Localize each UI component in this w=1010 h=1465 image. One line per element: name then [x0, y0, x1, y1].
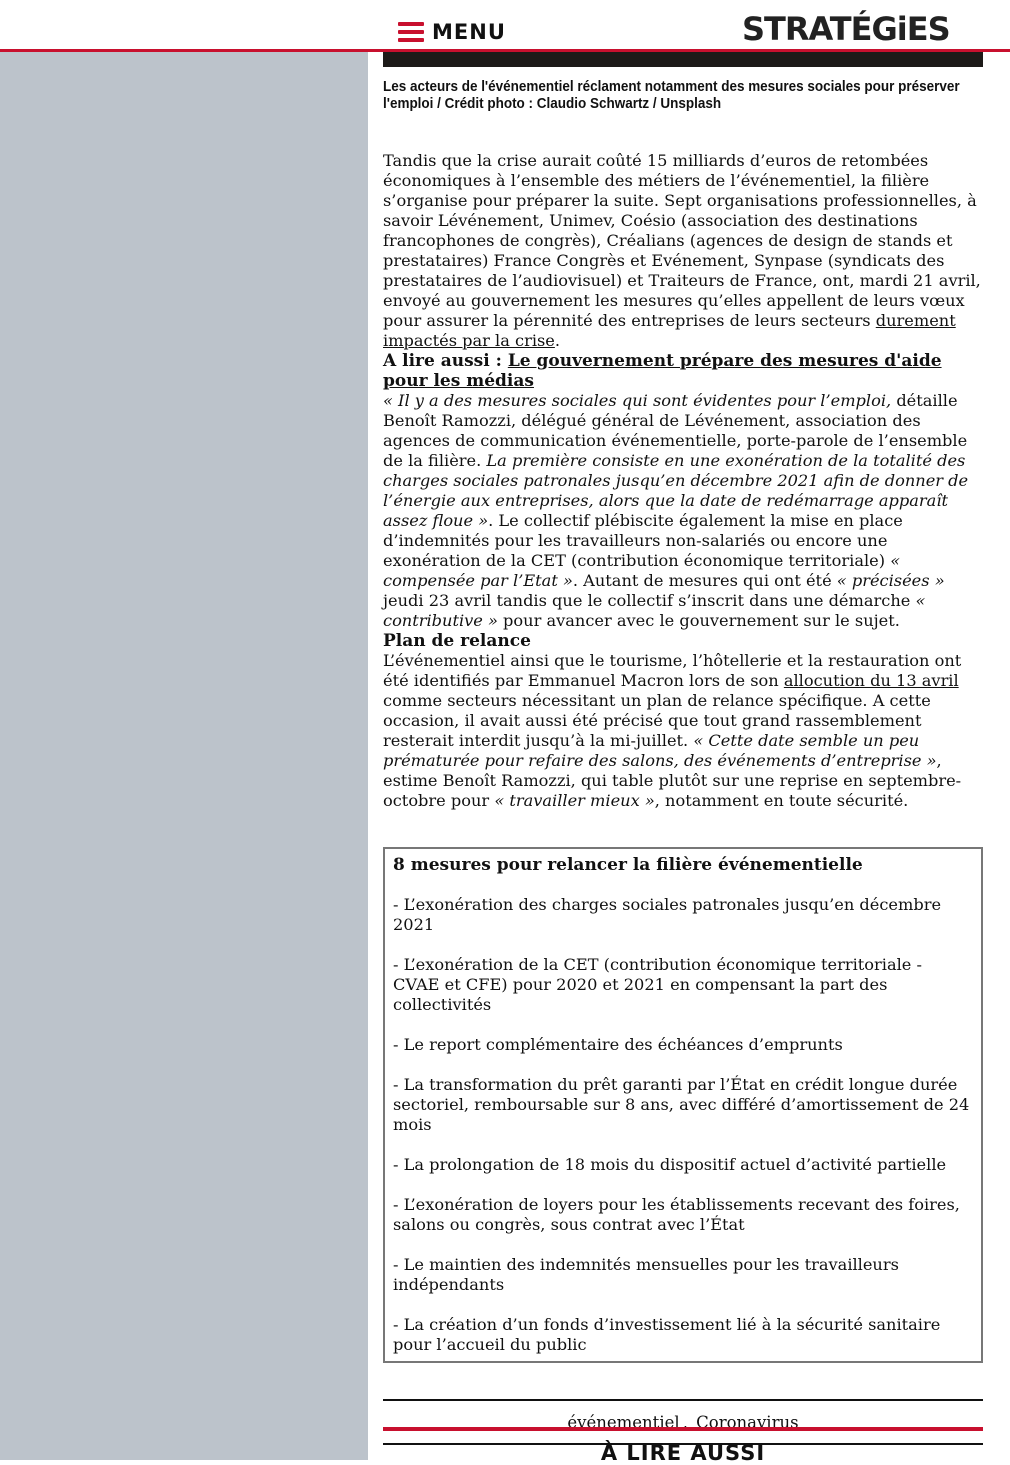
measures-box-title: 8 mesures pour relancer la filière événementielle: [393, 855, 863, 875]
measure-item: - Le report complémentaire des échéances d’emprunts: [393, 1035, 843, 1054]
measure-item: - Le maintien des indemnités mensuelles pour les travailleurs indépendants: [393, 1255, 899, 1294]
article-photo: [383, 52, 983, 67]
measure-item: - L’exonération de loyers pour les établissements recevant des foires, salons ou congrès, sous contrat avec l’État: [393, 1195, 960, 1234]
left-sidebar: [0, 52, 368, 1460]
read-also-link[interactable]: Le gouvernement prépare des mesures d'aide pour les médias: [383, 351, 942, 391]
tag-evenementiel[interactable]: événementiel: [567, 1412, 680, 1432]
read-also-heading: À LIRE AUSSI: [600, 1441, 766, 1465]
subheading-plan-de-relance: Plan de relance: [383, 631, 531, 651]
paragraph-2: « Il y a des mesures sociales qui sont évidentes pour l’emploi, détaille Benoît Ramozzi, délégué général de Lévénement, association des agences de communication événementielle, porte-parole de l’ensemble de la filière. La première consiste en une exonération de la totalité des charges sociales patronales jusqu’en décembre 2021 afin de donner de l’énergie aux entreprises, alors que la date de redémarrage apparaît assez floue ». Le collectif plébiscite également la mise en place d’indemnités pour les travailleurs non-salariés ou encore une exonération de la CET (contribution économique territoriale) « compensée par l’Etat ». Autant de mesures qui ont été « précisées » jeudi 23 avril tandis que le collectif s’inscrit dans une démarche « contributive » pour avancer avec le gouvernement sur le sujet.: [383, 391, 969, 630]
paragraph-3: L’événementiel ainsi que le tourisme, l’hôtellerie et la restauration ont été identifiés par Emmanuel Macron lors de son allocution du 13 avril comme secteurs nécessitant un plan de relance spécifique. A cette occasion, il avait aussi été précisé que tout grand rassemblement resterait interdit jusqu’à la mi-juillet. « Cette date semble un peu prématurée pour refaire des salons, des événements d’entreprise », estime Benoît Ramozzi, qui table plutôt sur une reprise en septembre-octobre pour « travailler mieux », notamment en toute sécurité.: [383, 651, 962, 810]
top-bar: [0, 0, 1010, 52]
measure-item: - La prolongation de 18 mois du dispositif actuel d’activité partielle: [393, 1155, 947, 1174]
site-logo[interactable]: STRATÉGiES: [742, 10, 950, 48]
paragraph-1: Tandis que la crise aurait coûté 15 milliards d’euros de retombées économiques à l’ensemble des métiers de l’événementiel, la filière s’organise pour préparer la suite. Sept organisations professionnelles, à savoir Lévénement, Unimev, Coésio (association des destinations francophones de congrès), Créalians (agences de design de stands et prestataires) France Congrès et Evénement, Synpase (syndicats des prestataires de l’audiovisuel) et Traiteurs de France, ont, mardi 21 avril, envoyé au gouvernement les mesures qu’elles appellent de leurs vœux pour assurer la pérennité des entreprises de leurs secteurs durement impactés par la crise.: [383, 151, 981, 350]
link-allocution[interactable]: allocution du 13 avril: [783, 671, 959, 690]
measure-item: - La transformation du prêt garanti par l’État en crédit longue durée sectoriel, remboursable sur 8 ans, avec différé d’amortissement de 24 mois: [393, 1075, 970, 1134]
tag-separator: ,: [682, 1412, 688, 1432]
read-also-section: [383, 1427, 983, 1465]
measures-box: [383, 847, 983, 1363]
menu-label: MENU: [432, 20, 506, 44]
menu-button[interactable]: [398, 18, 506, 46]
measure-item: - L’exonération des charges sociales patronales jusqu’en décembre 2021: [393, 895, 942, 934]
link-durement-impactes[interactable]: durement impactés par la crise: [383, 311, 956, 350]
photo-caption: Les acteurs de l'événementiel réclament notamment des mesures sociales pour préserver l'emploi / Crédit photo : Claudio Schwartz / Unsplash: [383, 79, 960, 112]
read-also-inline: A lire aussi : Le gouvernement prépare des mesures d'aide pour les médias: [383, 351, 942, 391]
measure-item: - La création d’un fonds d’investissement lié à la sécurité sanitaire pour l’accueil du public: [393, 1315, 941, 1354]
hamburger-icon: [398, 22, 424, 42]
tag-coronavirus[interactable]: Coronavirus: [696, 1412, 799, 1432]
article-column: [383, 52, 983, 1445]
article-body: [383, 151, 983, 811]
measure-item: - L’exonération de la CET (contribution économique territoriale - CVAE et CFE) pour 2020 et 2021 en compensant la part des collectivités: [393, 955, 922, 1014]
